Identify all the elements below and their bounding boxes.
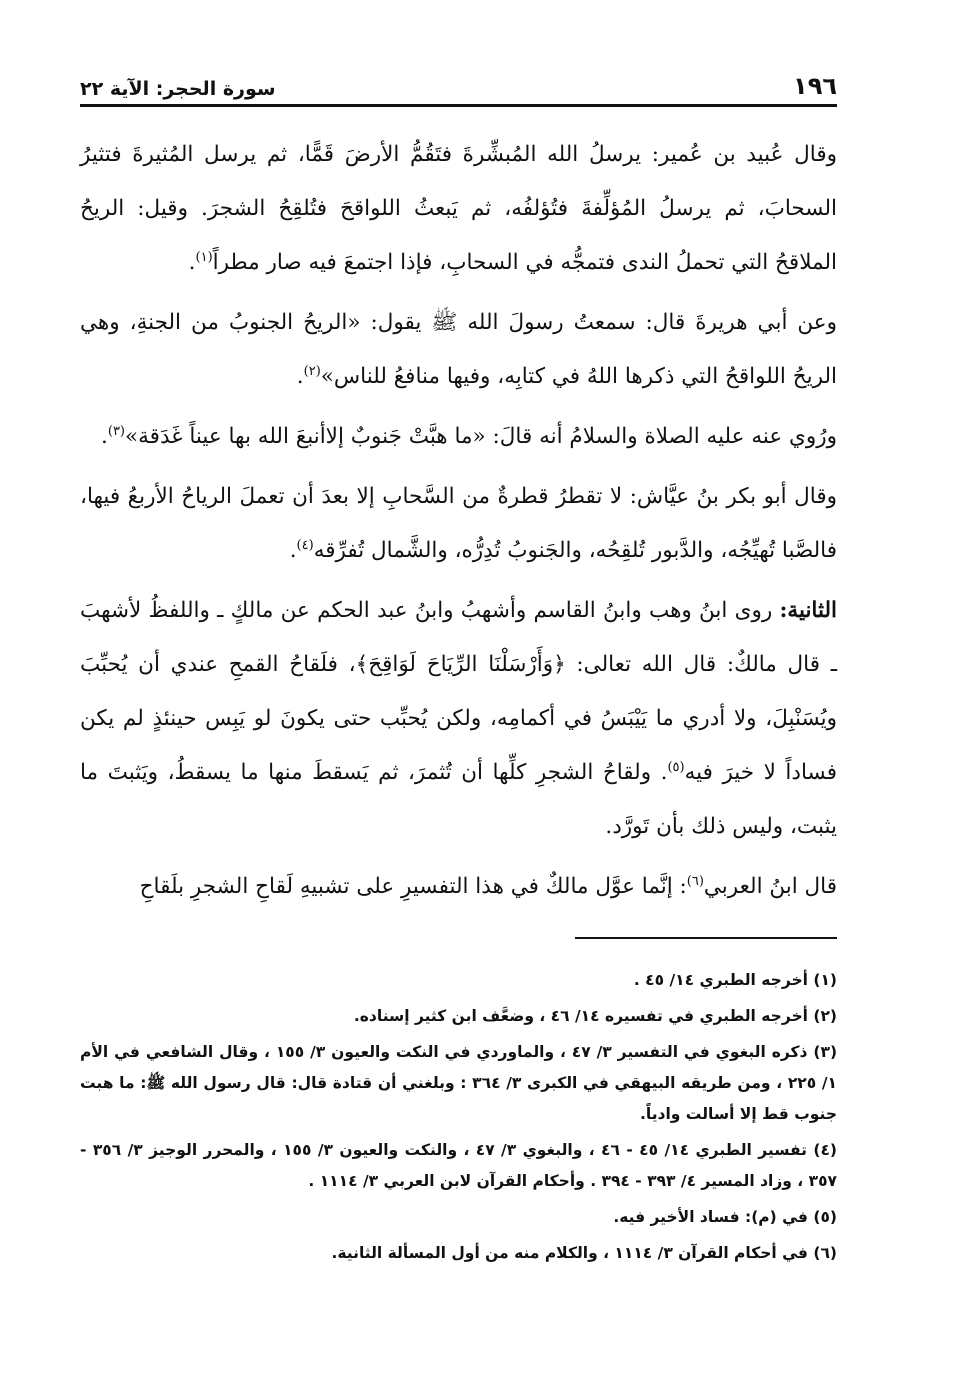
footnote-ref: (٦) xyxy=(686,873,704,889)
footnote-ref: (٣) xyxy=(107,423,125,439)
footnote-ref: (٤) xyxy=(296,537,314,553)
footnote: (٤) تفسير الطبري ١٤/ ٤٥ - ٤٦ ، والبغوي ٣/ ٤٧ ، والنكت والعيون ٣/ ١٥٥ ، والمحرر الوجيز ٣/ ٣٥٦ - ٣٥٧ ، وزاد المسير ٤/ ٣٩٣ - ٣٩٤ . وأحكام القرآن لابن العربي ٣/ ١١١٤ . xyxy=(80,1141,838,1190)
paragraph xyxy=(80,584,837,854)
footnote: (١) أخرجه الطبري ١٤/ ٤٥ . xyxy=(633,971,837,989)
paragraph-text: وقال أبو بكر بنُ عيَّاش: لا تقطرُ قطرةٌ من السَّحابِ إلا بعدَ أن تعملَ الرياحُ الأربعُ فيها، فالصَّبا تُهيِّجُه، والدَّبور تُلقِحُه، والجَنوبُ تُدِرُّه، والشَّمال تُفرِّقه xyxy=(80,484,837,563)
paragraph xyxy=(80,410,837,464)
paragraph-end: . xyxy=(289,538,297,563)
footnote: (٢) أخرجه الطبري في تفسيره ١٤/ ٤٦ ، وضعَّف ابن كثير إسناده. xyxy=(353,1007,837,1025)
page-number: ١٩٦ xyxy=(793,72,837,100)
paragraph xyxy=(80,470,837,578)
paragraph-text: ورُوي عنه عليه الصلاة والسلامُ أنه قالَ: «ما هبَّتْ جَنوبٌ إلاأنبعَ الله بها عيناً غَدَقة» xyxy=(125,424,837,449)
paragraph xyxy=(80,128,837,290)
running-title: سورة الحجر: الآية ٢٢ xyxy=(80,78,276,100)
page-header xyxy=(80,60,837,100)
footnote-ref: (٢) xyxy=(303,363,321,379)
header-rule xyxy=(80,104,837,107)
footnote: (٣) ذكره البغوي في التفسير ٣/ ٤٧ ، والماوردي في النكت والعيون ٣/ ١٥٥ ، وقال الشافعي في الأم ١/ ٢٢٥ ، ومن طريقه البيهقي في الكبرى ٣/ ٣٦٤ : وبلغني أن قتادة قال: قال رسول الله ﷺ: ما هبت جنوب قط إلا أسالت وادياً. xyxy=(80,1043,838,1123)
section-lead: الثانية: xyxy=(779,598,837,623)
paragraph xyxy=(80,296,837,404)
paragraph-text-continued: : إنَّما عوَّل مالكٌ في هذا التفسيرِ على تشبيهِ لَقاحِ الشجرِ بلَقاحِ xyxy=(139,874,687,899)
footnote-ref: (٥) xyxy=(667,759,685,775)
main-text xyxy=(80,128,837,920)
paragraph-end: . xyxy=(101,424,108,449)
footnote-ref: (١) xyxy=(195,249,213,265)
footnotes xyxy=(80,965,837,1274)
paragraph-text: وقال عُبيد بن عُمير: يرسلُ الله المُبشِّرةَ فتَقُمُّ الأرضَ قَمًّا، ثم يرسل المُثيرةَ فتثيرُ السحابَ، ثم يرسلُ المُؤلِّفةَ فتُؤلفُه، ثم يَبعثُ اللواقحَ فتُلقِحُ الشجرَ. وقيل: الريحُ الملاقحُ التي تحملُ الندى فتمجُّه في السحابِ، فإذا اجتمعَ فيه صار مطراً xyxy=(80,142,838,275)
footnote-rule xyxy=(575,937,837,939)
paragraph-text: قال ابنُ العربي xyxy=(703,874,837,899)
footnote: (٥) في (م): فساد الأخير فيه. xyxy=(613,1208,837,1226)
paragraph-end: . xyxy=(296,364,304,389)
paragraph xyxy=(80,860,837,914)
paragraph-text: وعن أبي هريرةَ قال: سمعتُ رسولَ الله ﷺ يقول: «الريحُ الجنوبُ من الجنةِ، وهي الريحُ اللواقحُ التي ذكرها اللهُ في كتابِه، وفيها منافعُ للناس» xyxy=(80,310,837,389)
footnote: (٦) في أحكام القرآن ٣/ ١١١٤ ، والكلام منه من أول المسألة الثانية. xyxy=(331,1244,837,1262)
paragraph-text: روى ابنُ وهب وابنُ القاسم وأشهبُ وابنُ عبد الحكم عن مالكٍ ـ واللفظُ لأشهبَ ـ قال مالكٌ: قال الله تعالى: ﴿وَأَرْسَلْنَا الرِّيَاحَ لَوَاقِحَ﴾، فلَقاحُ القمحِ عندي أن يُحبِّبَ ويُسَنْبِلَ، ولا أدري ما يَيْبَسُ في أكمامِه، ولكن يُحبِّب حتى يكونَ لو يَبِس حينئذٍ لم يكن فساداً لا خيرَ فيه xyxy=(80,598,837,785)
paragraph-end: . xyxy=(188,250,196,275)
paragraph-text-continued: . ولقاحُ الشجرِ كلِّها أن تُثمرَ، ثم يَسقطَ منها ما يسقطُ، ويَثبتَ ما يثبت، وليس ذلك بأن تَورَّد. xyxy=(80,760,837,839)
